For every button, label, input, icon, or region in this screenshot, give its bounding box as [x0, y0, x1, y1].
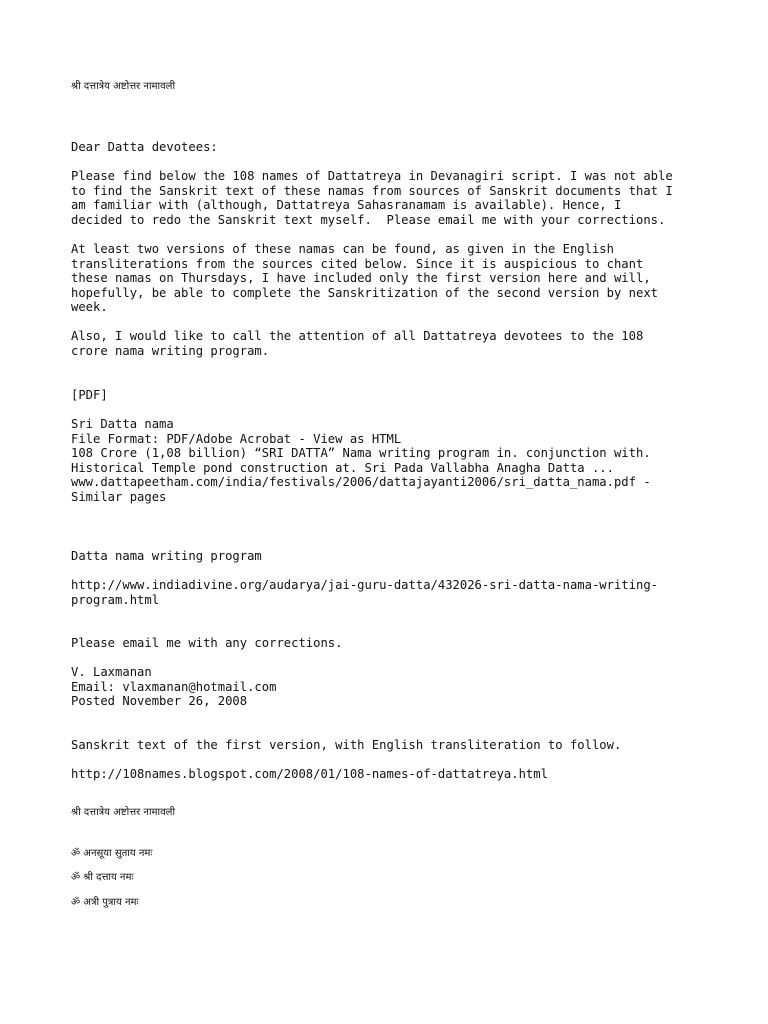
versions-line-3: these namas on Thursdays, I have included only the first version here and will,: [71, 271, 651, 285]
document-title: श्री दत्तात्रेय अष्टोत्तर नामावली: [71, 81, 176, 92]
blog-url: http://108names.blogspot.com/2008/01/108-names-of-dattatreya.html: [71, 767, 548, 781]
corrections-note: Please email me with any corrections.: [71, 636, 343, 650]
pdf-tag: [PDF]: [71, 388, 108, 402]
versions-line-1: At least two versions of these namas can be found, as given in the English: [71, 242, 614, 256]
similar-pages: Similar pages: [71, 489, 167, 504]
name-item: ॐ अनसूया सुताय नमः: [71, 848, 153, 859]
name-item: ॐ अत्री पुत्राय नमः: [71, 897, 139, 908]
document-title-repeat: श्री दत्तात्रेय अष्टोत्तर नामावली: [71, 807, 176, 818]
program-url-1: http://www.indiadivine.org/audarya/jai-guru-datta/432026-sri-datta-nama-writing-: [71, 578, 658, 592]
program-heading: Datta nama writing program: [71, 549, 262, 563]
greeting: Dear Datta devotees:: [71, 140, 218, 154]
author-name: V. Laxmanan: [71, 665, 152, 679]
attention-line-1: Also, I would like to call the attention of all Dattatreya devotees to the 108: [71, 329, 644, 343]
version-note: Sanskrit text of the first version, with English transliteration to follow.: [71, 738, 622, 752]
attention-line-2: crore nama writing program.: [71, 343, 270, 358]
result-url: www.dattapeetham.com/india/festivals/2006/dattajayanti2006/sri_datta_nama.pdf -: [71, 475, 651, 489]
intro-line-2: to find the Sanskrit text of these namas from sources of Sanskrit documents that I: [71, 183, 673, 198]
name-item: ॐ श्री दत्ताय नमः: [71, 872, 134, 883]
intro-line-3: am familiar with (although, Dattatreya Sahasranamam is available). Hence, I: [71, 198, 622, 212]
result-snippet-2: Historical Temple pond construction at. Sri Pada Vallabha Anagha Datta ...: [71, 460, 614, 475]
author-email: Email: vlaxmanan@hotmail.com: [71, 679, 277, 694]
program-url-2: program.html: [71, 592, 160, 607]
posted-date: Posted November 26, 2008: [71, 694, 248, 708]
result-snippet-1: 108 Crore (1,08 billion) “SRI DATTA” Nama writing program in. conjunction with.: [71, 446, 651, 460]
result-title: Sri Datta nama: [71, 417, 174, 431]
intro-line-1: Please find below the 108 names of Dattatreya in Devanagiri script. I was not able: [71, 169, 673, 183]
versions-line-2: transliterations from the sources cited below. Since it is auspicious to chant: [71, 256, 644, 271]
intro-line-4: decided to redo the Sanskrit text myself. Please email me with your corrections.: [71, 212, 666, 227]
versions-line-4: hopefully, be able to complete the Sanskritization of the second version by next: [71, 285, 658, 300]
versions-line-5: week.: [71, 300, 108, 314]
result-format: File Format: PDF/Adobe Acrobat - View as HTML: [71, 431, 402, 446]
